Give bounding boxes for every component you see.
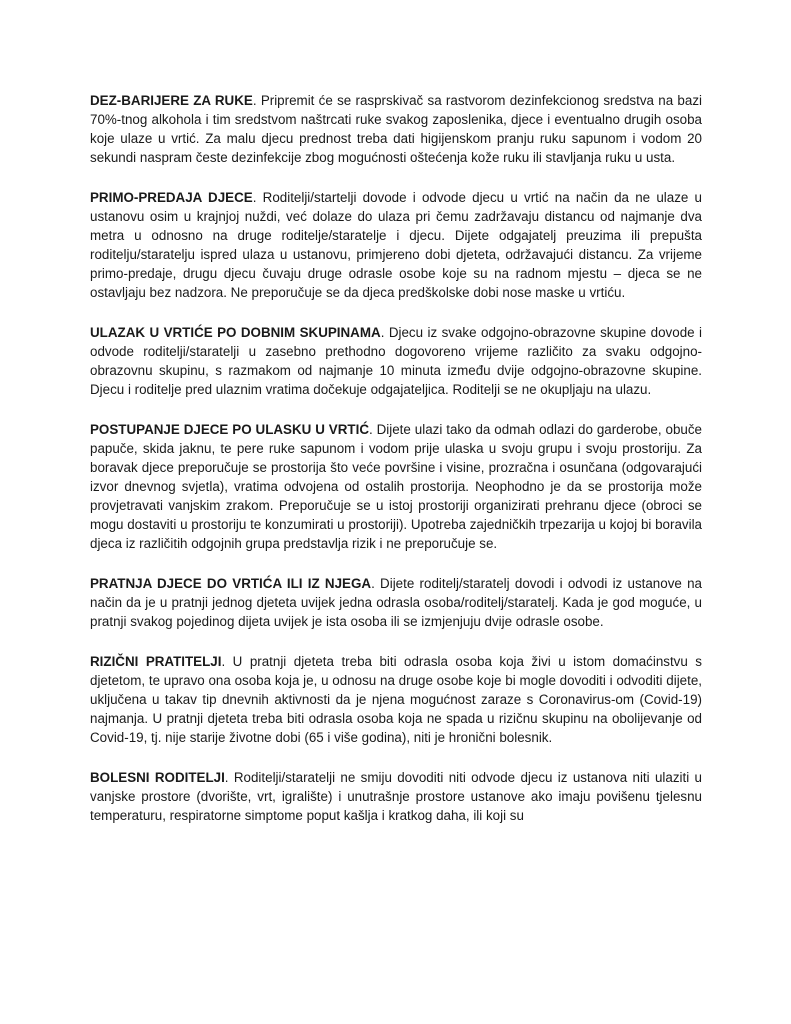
paragraph-body: . U pratnji djeteta treba biti odrasla osoba koja živi u istom domaćinstvu s djetetom, te upravo ona osoba koja je, u odnosu na druge osobe koje bi mogle dovoditi i odvoditi dijete, uključena u takav tip dnevnih aktivnosti da je njena mogućnost zaraze s Coronavirus-om (Covid-19) najmanja. U pratnji djeteta treba biti odrasla osoba koja ne spada u rizičnu skupinu na obolijevanje od Covid-19, tj. nije starije životne dobi (65 i više godina), niti je hronični bolesnik. [90,654,702,745]
document-page [90,91,702,846]
paragraph-hand-barriers [90,91,702,167]
paragraph-handover [90,188,702,302]
paragraph-heading: PRIMO-PREDAJA DJECE [90,190,253,205]
paragraph-heading: POSTUPANJE DJECE PO ULASKU U VRTIĆ [90,422,369,437]
paragraph-entry-by-group [90,323,702,399]
paragraph-heading: RIZIČNI PRATITELJI [90,654,222,669]
paragraph-risk-escorts [90,652,702,747]
paragraph-heading: PRATNJA DJECE DO VRTIĆA ILI IZ NJEGA [90,576,372,591]
paragraph-heading: BOLESNI RODITELJI [90,770,225,785]
paragraph-body: . Dijete roditelj/staratelj dovodi i odvodi iz ustanove na način da je u pratnji jednog djeteta uvijek jedna odrasla osoba/roditelj/staratelj. Kada je god moguće, u pratnji svakog pojedinog dijeta uvijek je ista osoba ili se izmjenjuju dvije odrasle osobe. [90,576,703,629]
paragraph-after-entry [90,420,702,553]
paragraph-body: . Roditelji/staratelji ne smiju dovoditi niti odvode djecu iz ustanova niti ulaziti u vanjske prostore (dvorište, vrt, igralište) i unutrašnje prostore ustanove ako imaju povišenu tjelesnu temperaturu, respiratorne simptome poput kašlja i kratkog daha, ili koji su [90,770,702,823]
paragraph-body: . Pripremit će se rasprskivač sa rastvorom dezinfekcionog sredstva na bazi 70%-tnog alkohola i tim sredstvom naštrcati ruke svakog zaposlenika, djece i eventualno drugih osoba koje ulaze u vrtić. Za malu djecu prednost treba dati higijenskom pranju ruku sapunom i vodom 20 sekundi naspram česte dezinfekcije zbog mogućnosti oštećenja kože ruku ili stavljanja ruku u usta. [90,93,702,165]
paragraph-heading: DEZ-BARIJERE ZA RUKE [90,93,253,108]
paragraph-body: . Dijete ulazi tako da odmah odlazi do garderobe, obuče papuče, skida jaknu, te pere ruke sapunom i vodom prije ulaska u svoju grupu i svoju prostoriju. Za boravak djece preporučuje se prostorija što veće površine i visine, prozračna i osunčana (odgovarajući izvor dnevnog svjetla), vratima odvojena od ostalih prostorija. Neophodno je da se prostorija može provjetravati vanjskim zrakom. Preporučuje se u istoj prostoriji organizirati prehranu djece (obroci se mogu dostaviti u prostoriju te konzumirati u prostoriji). Upotreba zajedničkih trpezarija u kojoj bi boravila djeca iz različitih odgojnih grupa predstavlja rizik i ne preporučuje se. [90,422,702,551]
paragraph-escort [90,574,702,631]
paragraph-sick-parents [90,768,702,825]
paragraph-body: . Roditelji/startelji dovode i odvode djecu u vrtić na način da ne ulaze u ustanovu osim u krajnjoj nuždi, već dolaze do ulaza pri čemu zadržavaju distancu od najmanje dva metra u odnosno na druge roditelje/staratelje i djecu. Dijete odgajatelj preuzima ili prepušta roditelju/staratelju ispred ulaza u ustanovu, primjereno dobi djeteta, održavajući distancu. Za vrijeme primo-predaje, drugu djecu čuvaju druge odrasle osobe koje su na radnom mjestu – djeca se ne ostavljaju bez nadzora. Ne preporučuje se da djeca predškolske dobi nose maske u vrtiću. [90,190,702,300]
paragraph-heading: ULAZAK U VRTIĆE PO DOBNIM SKUPINAMA [90,325,381,340]
paragraph-body: . Djecu iz svake odgojno-obrazovne skupine dovode i odvode roditelji/staratelji u zasebno prethodno dogovoreno vrijeme različito za svaku odgojno-obrazovnu skupinu, s razmakom od najmanje 10 minuta između dvije odgojno-obrazovne skupine. Djecu i roditelje pred ulaznim vratima dočekuje odgajateljica. Roditelji se ne okupljaju na ulazu. [90,325,702,397]
